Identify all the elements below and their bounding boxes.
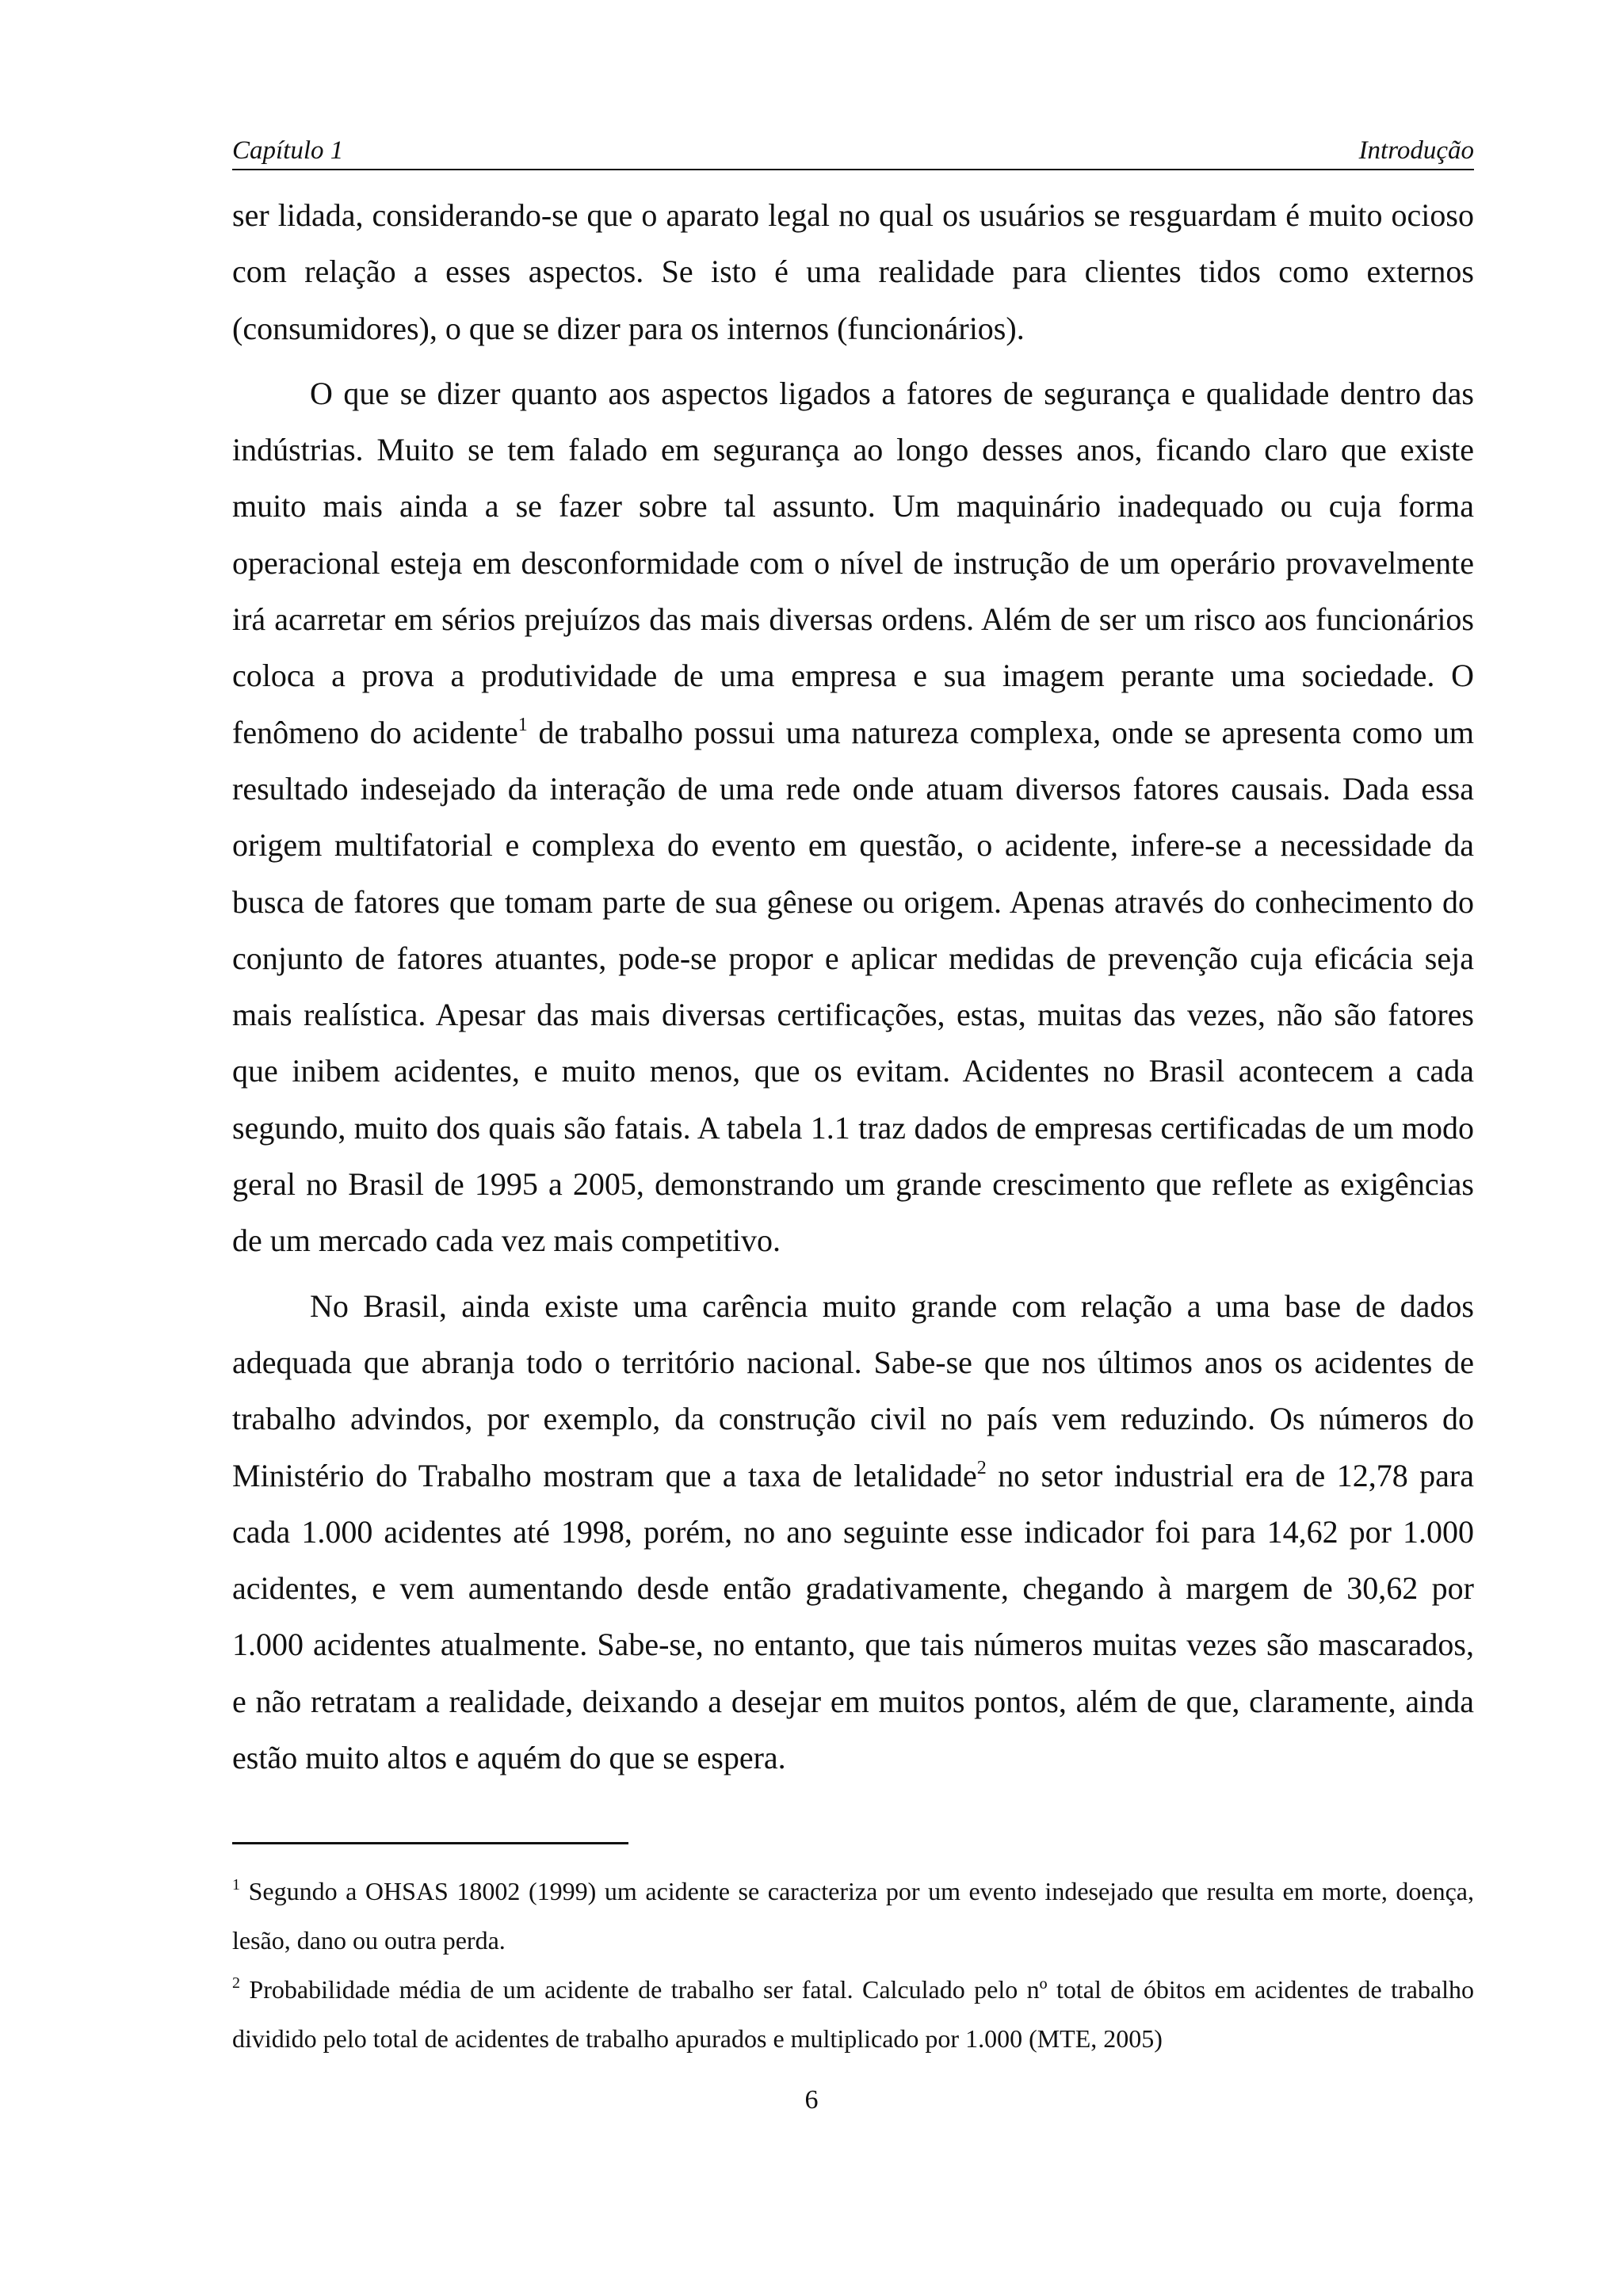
header-rule [232,169,1474,170]
body-text [232,187,1474,1794]
footnote-text: Segundo a OHSAS 18002 (1999) um acidente se caracteriza por um evento indesejado que resulta em morte, doença, lesão, dano ou outra perda. [232,1877,1474,1955]
footnote-2 [232,1965,1474,2063]
paragraph-text: de trabalho possui uma natureza complexa, onde se apresenta como um resultado indesejado da interação de uma rede onde atuam diversos fatores causais. Dada essa origem multifatorial e complexa do evento em questão, o acidente, infere-se a necessidade da busca de fatores que tomam parte de sua gênese ou origem. Apenas através do conhecimento do conjunto de fatores atuantes, pode-se propor e aplicar medidas de prevenção cuja eficácia seja mais realística. Apesar das mais diversas certificações, estas, muitas das vezes, não são fatores que inibem acidentes, e muito menos, que os evitam. Acidentes no Brasil acontecem a cada segundo, muito dos quais são fatais. A tabela 1.1 traz dados de empresas certificadas de um modo geral no Brasil de 1995 a 2005, demonstrando um grande crescimento que reflete as exigências de um mercado cada vez mais competitivo. [232,714,1474,1259]
footnote-1 [232,1867,1474,1965]
page-number: 6 [804,2085,819,2115]
running-header [232,131,1474,170]
footnotes [232,1867,1474,2063]
footnote-marker: 1 [232,1876,240,1894]
paragraph-1 [232,187,1474,357]
paragraph-2 [232,365,1474,1269]
section-label: Introdução [1358,136,1474,165]
footnote-marker: 2 [232,1974,240,1992]
footnote-ref-2: 2 [976,1457,987,1478]
paragraph-text: no setor industrial era de 12,78 para cada 1.000 acidentes até 1998, porém, no ano seguinte esse indicador foi para 14,62 por 1.000 acidentes, e vem aumentando desde então gradativamente, chegando à margem de 30,62 por 1.000 acidentes atualmente. Sabe-se, no entanto, que tais números muitas vezes são mascarados, e não retratam a realidade, deixando a desejar em muitos pontos, além de que, claramente, ainda estão muito altos e aquém do que se espera. [232,1457,1474,1776]
paragraph-3 [232,1278,1474,1787]
chapter-label: Capítulo 1 [232,136,344,165]
footnote-ref-1: 1 [517,714,528,735]
paragraph-text: No Brasil, ainda existe uma carência muito grande com relação a uma base de dados adequada que abranja todo o território nacional. Sabe-se que nos últimos anos os acidentes de trabalho advindos, por exemplo, da construção civil no país vem reduzindo. Os números do Ministério do Trabalho mostram que a taxa de letalidade [232,1287,1474,1493]
paragraph-text: O que se dizer quanto aos aspectos ligados a fatores de segurança e qualidade dentro das indústrias. Muito se tem falado em segurança ao longo desses anos, ficando claro que existe muito mais ainda a se fazer sobre tal assunto. Um maquinário inadequado ou cuja forma operacional esteja em desconformidade com o nível de instrução de um operário provavelmente irá acarretar em sérios prejuízos das mais diversas ordens. Além de ser um risco aos funcionários coloca a prova a produtividade de uma empresa e sua imagem perante uma sociedade. O fenômeno do acidente [232,375,1474,750]
paragraph-text: ser lidada, considerando-se que o aparato legal no qual os usuários se resguardam é muito ocioso com relação a esses aspectos. Se isto é uma realidade para clientes tidos como externos (consumidores), o que se dizer para os internos (funcionários). [232,197,1474,346]
footnote-separator [232,1842,628,1844]
footnote-text: Probabilidade média de um acidente de trabalho ser fatal. Calculado pelo nº total de óbitos em acidentes de trabalho dividido pelo total de acidentes de trabalho apurados e multiplicado por 1.000 (MTE, 2005) [232,1975,1474,2053]
